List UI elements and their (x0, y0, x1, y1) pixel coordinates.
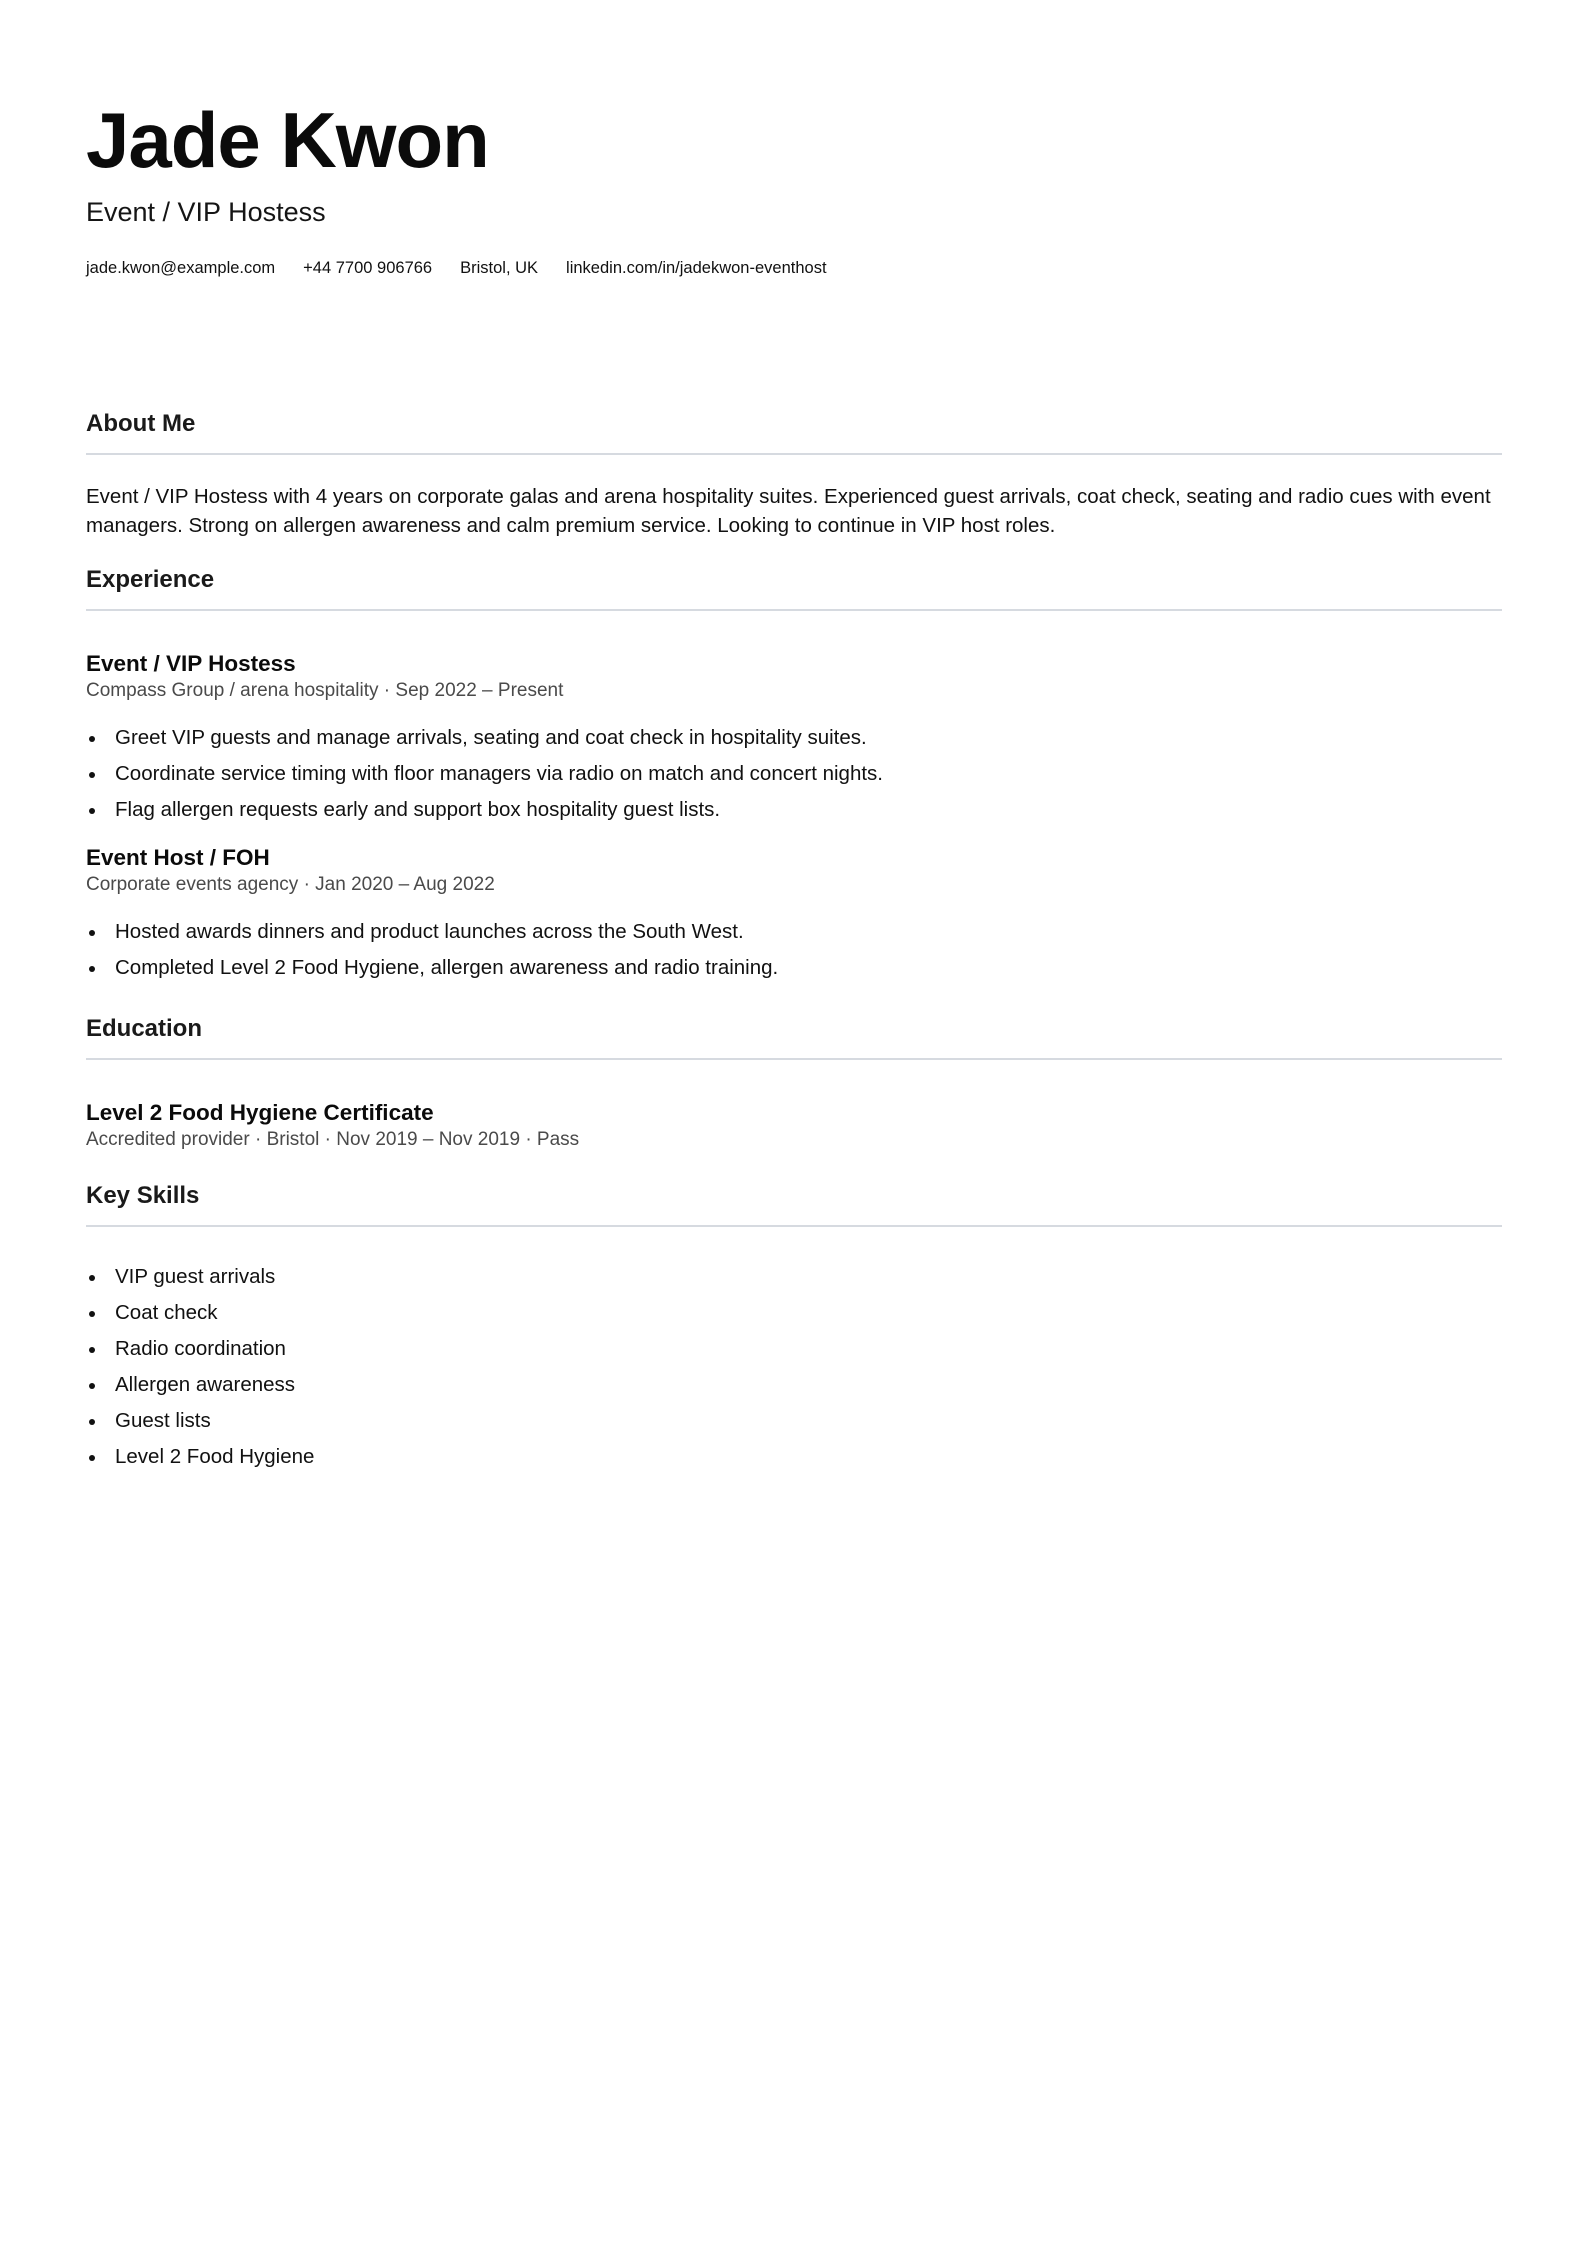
section-title-about: About Me (86, 410, 196, 437)
education-entry (86, 1099, 1502, 1153)
section-title-experience: Experience (86, 566, 215, 593)
skill-item: Allergen awareness (86, 1367, 1502, 1403)
job-bullets (86, 914, 1502, 986)
experience-section (86, 564, 1502, 986)
contact-email[interactable]: jade.kwon@example.com (86, 259, 276, 277)
job-meta: Compass Group / arena hospitality · Sep 2022 – Present (86, 680, 564, 701)
about-section (86, 408, 1502, 540)
job-entry (86, 650, 1502, 828)
skill-item: Guest lists (86, 1403, 1502, 1439)
job-title: Event / VIP Hostess (86, 651, 296, 676)
list-item: Coordinate service timing with floor managers via radio on match and concert nights. (86, 756, 1502, 792)
resume-header (86, 0, 1502, 184)
list-item: Greet VIP guests and manage arrivals, seating and coat check in hospitality suites. (86, 720, 1502, 756)
section-divider (86, 609, 1502, 611)
contact-phone[interactable]: +44 7700 906766 (303, 259, 433, 277)
section-title-skills: Key Skills (86, 1182, 200, 1209)
section-divider (86, 453, 1502, 455)
job-meta: Corporate events agency · Jan 2020 – Aug 2022 (86, 874, 495, 895)
education-section (86, 1013, 1502, 1153)
skill-item: Coat check (86, 1295, 1502, 1331)
candidate-role: Event / VIP Hostess (86, 197, 326, 227)
about-summary: Event / VIP Hostess with 4 years on corporate galas and arena hospitality suites. Experienced guest arrivals, coat check, seating and radio cues with event managers. Strong on allergen awareness and calm premium service. Looking to continue in VIP host roles. (86, 485, 1491, 537)
education-title: Level 2 Food Hygiene Certificate (86, 1100, 434, 1125)
job-title: Event Host / FOH (86, 845, 270, 870)
skills-list (86, 1259, 1502, 1475)
contact-row (86, 256, 827, 280)
education-meta: Accredited provider · Bristol · Nov 2019 – Nov 2019 · Pass (86, 1129, 580, 1150)
section-title-education: Education (86, 1015, 203, 1042)
list-item: Hosted awards dinners and product launches across the South West. (86, 914, 1502, 950)
candidate-name: Jade Kwon (86, 96, 489, 184)
skill-item: Level 2 Food Hygiene (86, 1439, 1502, 1475)
skill-item: VIP guest arrivals (86, 1259, 1502, 1295)
skill-item: Radio coordination (86, 1331, 1502, 1367)
section-divider (86, 1225, 1502, 1227)
skills-section (86, 1180, 1502, 1475)
job-bullets (86, 720, 1502, 828)
list-item: Completed Level 2 Food Hygiene, allergen awareness and radio training. (86, 950, 1502, 986)
section-divider (86, 1058, 1502, 1060)
contact-linkedin[interactable]: linkedin.com/in/jadekwon-eventhost (566, 259, 827, 277)
list-item: Flag allergen requests early and support box hospitality guest lists. (86, 792, 1502, 828)
job-entry (86, 844, 1502, 986)
contact-location: Bristol, UK (460, 259, 539, 277)
